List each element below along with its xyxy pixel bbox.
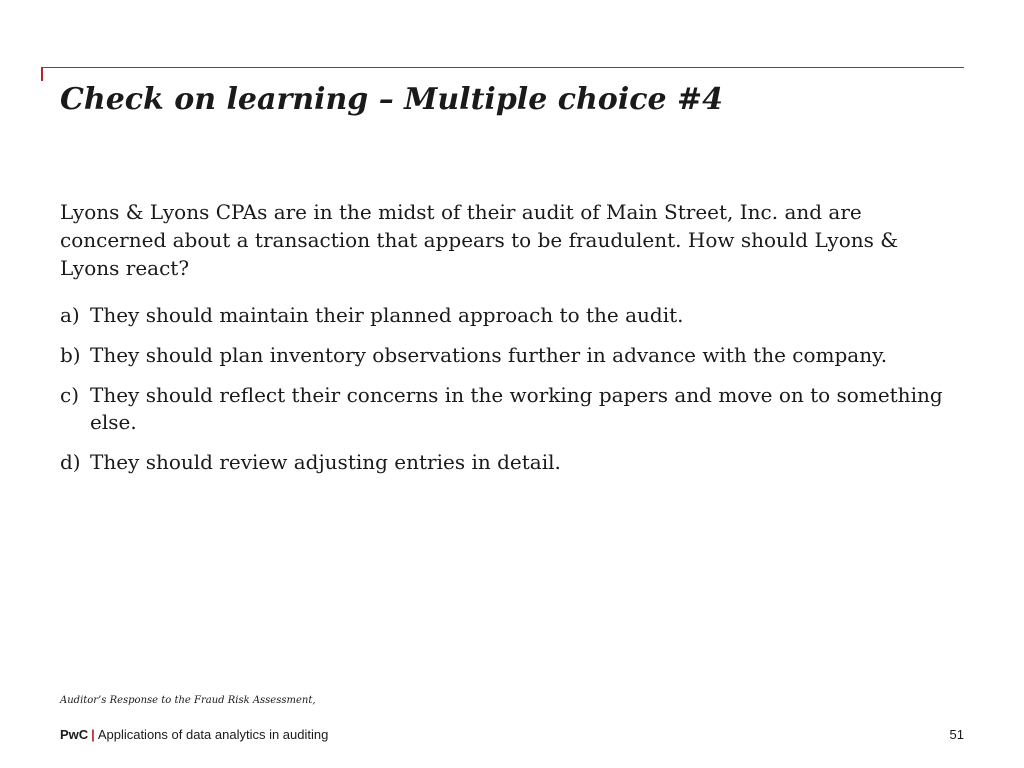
option-letter: d)	[60, 450, 81, 474]
footer-separator: |	[91, 727, 95, 742]
option-d	[60, 449, 960, 476]
corner-tick	[41, 67, 43, 81]
option-letter: c)	[60, 383, 80, 407]
option-text: They should reflect their concerns in the working papers and move on to something else.	[90, 383, 943, 434]
title-rule	[41, 67, 964, 68]
option-text: They should review adjusting entries in detail.	[90, 450, 561, 474]
slide-title: Check on learning – Multiple choice #4	[60, 82, 724, 117]
option-a	[60, 302, 960, 329]
option-text: They should plan inventory observations further in advance with the company.	[90, 343, 888, 367]
answer-options	[60, 302, 960, 489]
option-c	[60, 382, 960, 436]
option-text: They should maintain their planned approach to the audit.	[90, 303, 684, 327]
source-note: Auditor’s Response to the Fraud Risk Assessment,	[60, 695, 316, 706]
footer	[60, 727, 328, 742]
option-b	[60, 342, 960, 369]
option-letter: b)	[60, 343, 81, 367]
page-number: 51	[949, 727, 964, 742]
footer-brand: PwC	[60, 727, 89, 742]
footer-subtitle: Applications of data analytics in auditing	[97, 727, 329, 742]
question-text: Lyons & Lyons CPAs are in the midst of their audit of Main Street, Inc. and are concerned about a transaction that appears to be fraudulent. How should Lyons & Lyons react?	[60, 200, 899, 280]
option-letter: a)	[60, 303, 80, 327]
